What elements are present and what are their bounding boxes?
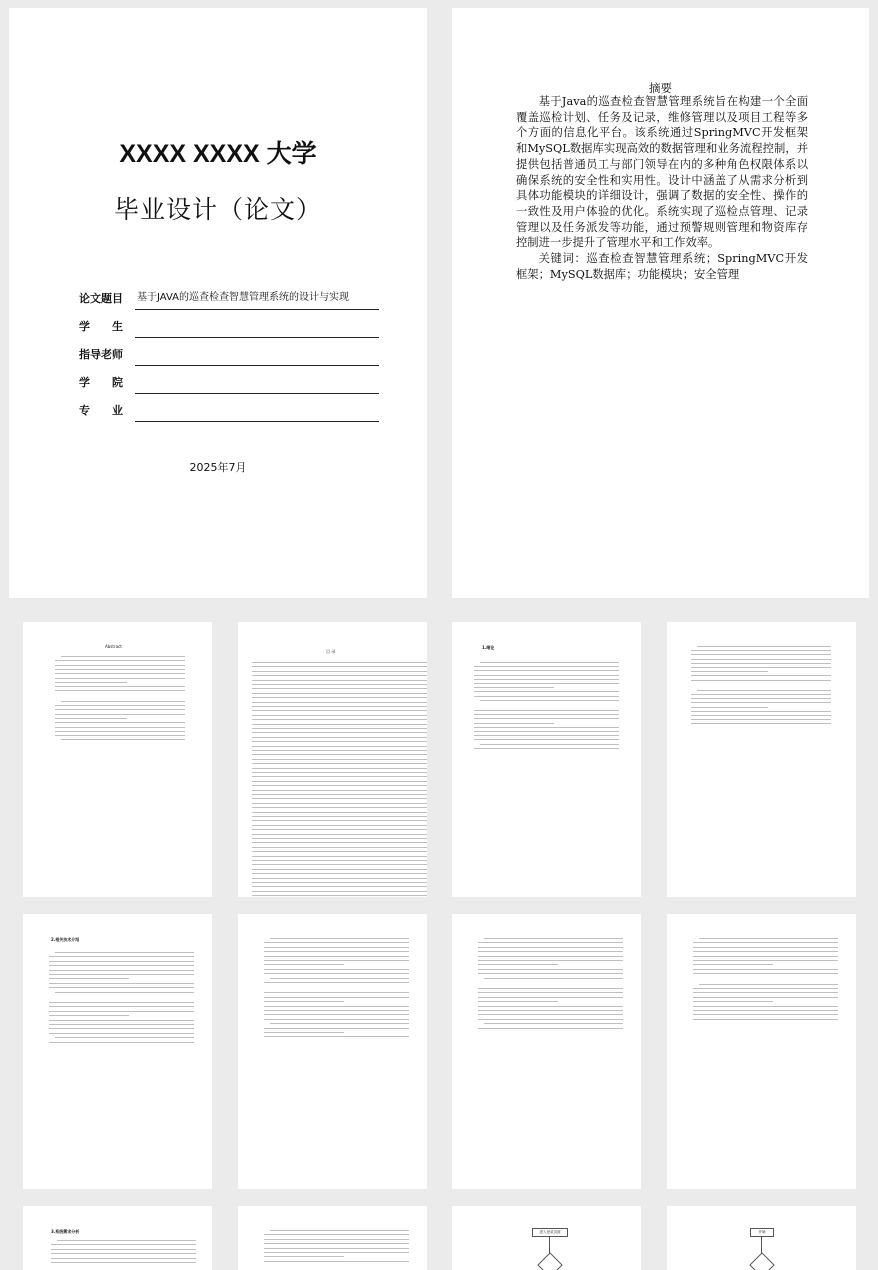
thumb-en-abstract-title: Abstract	[105, 644, 122, 649]
flow-start-box: 进入登录页面	[532, 1228, 568, 1237]
cover-info-row	[79, 338, 379, 366]
thumb-text-line	[49, 1015, 129, 1016]
thumb-text-line	[693, 947, 838, 948]
abstract-heading: 摘要	[649, 81, 672, 95]
thumb-text-line	[691, 654, 831, 655]
flow-start-box: 开始	[750, 1228, 774, 1237]
thumb-text-line	[252, 860, 427, 861]
thumb-text-line	[264, 973, 409, 974]
thumb-text-line	[264, 956, 409, 957]
thumb-text-line	[51, 1244, 196, 1245]
thumb-text-line	[55, 727, 185, 728]
thumb-text-line	[252, 680, 427, 681]
thumb-text-line	[252, 864, 427, 865]
thumb-text-line	[49, 1006, 194, 1007]
thumb-text-line	[49, 965, 194, 966]
thumb-text-line	[252, 803, 427, 804]
thumb-text-line	[252, 763, 427, 764]
thumb-text-line	[264, 1248, 409, 1249]
thumb-text-line	[474, 731, 619, 732]
thumb-text-line	[55, 669, 185, 670]
cover-page	[9, 8, 427, 598]
thumb-text-line	[693, 1014, 838, 1015]
university-name: XXXX XXXX 大学	[119, 140, 317, 168]
thumb-text-line	[264, 951, 409, 952]
thumb-text-line	[49, 1042, 194, 1043]
thumb-text-line	[484, 938, 623, 939]
thumb-text-line	[252, 666, 427, 667]
thumbnail-page-chapter1[interactable]	[452, 622, 641, 897]
thumb-text-line	[252, 750, 427, 751]
thumb-text-line	[480, 744, 619, 745]
thumb-text-line	[252, 688, 427, 689]
thumb-text-line	[252, 684, 427, 685]
thumb-text-line	[478, 1001, 558, 1002]
thumb-text-line	[270, 978, 409, 979]
thumb-ch2-title: 2.相关技术介绍	[51, 937, 80, 942]
thumb-text-line	[252, 728, 427, 729]
thumbnail-page-chapter2-cont2[interactable]	[452, 914, 641, 1189]
thumb-text-line	[252, 754, 427, 755]
thumb-text-line	[691, 694, 831, 695]
thumb-text-line	[51, 1262, 196, 1263]
thumb-ch3-title: 3.系统需求分析	[51, 1229, 80, 1234]
abstract-paragraph: 基于Java的巡查检查智慧管理系统旨在构建一个全面覆盖巡检计划、任务及记录，维修管理以及项目工程等多个方面的信息化平台。该系统通过SpringMVC开发框架和MySQL数据库实现高效的数据管理和业务流程控制，并提供包括普通员工与部门领导在内的多种角色权限体系以确保系统的安全性和实用性。设计中涵盖了从需求分析到具体功能模块的详细设计，强调了数据的安全性、操作的一致性及用户体验的优化。系统实现了巡检点管理、记录管理以及任务派发等功能，通过预警规则管理和物资库存控制进一步提升了管理水平和工作效率。	[516, 95, 808, 250]
thumb-text-line	[49, 1028, 194, 1029]
thumb-text-line	[252, 702, 427, 703]
thumb-text-line	[264, 1252, 409, 1253]
thumb-text-line	[55, 705, 185, 706]
thumb-text-line	[478, 1006, 623, 1007]
thumb-text-line	[55, 682, 127, 683]
thumb-text-line	[252, 746, 427, 747]
thumb-text-line	[49, 974, 194, 975]
thumb-text-line	[693, 969, 838, 970]
thumb-text-line	[61, 739, 185, 740]
thumb-text-line	[252, 706, 427, 707]
thumb-text-line	[691, 723, 831, 724]
thumb-text-line	[474, 683, 619, 684]
thumb-toc-title: 目 录	[326, 649, 336, 654]
thumb-text-line	[49, 961, 194, 962]
thumb-text-line	[252, 878, 427, 879]
thumb-text-line	[49, 1024, 194, 1025]
thumb-text-line	[252, 732, 427, 733]
thumb-text-line	[474, 739, 619, 740]
thumb-text-line	[693, 988, 838, 989]
thumb-text-line	[252, 785, 427, 786]
thumbnail-page-english-abstract[interactable]	[23, 622, 212, 897]
cover-info-table	[79, 282, 379, 422]
thumb-text-line	[697, 690, 831, 691]
thumb-text-line	[252, 812, 427, 813]
thumb-text-line	[49, 978, 129, 979]
thumb-text-line	[474, 710, 619, 711]
thumb-text-line	[478, 1019, 623, 1020]
thumb-text-line	[264, 960, 409, 961]
thumb-text-line	[252, 834, 427, 835]
thumb-text-line	[693, 973, 838, 974]
thumb-text-line	[693, 942, 838, 943]
thumb-text-line	[480, 700, 619, 701]
thumb-text-line	[478, 951, 623, 952]
thumb-text-line	[55, 660, 185, 661]
cover-field-label: 专业	[79, 404, 145, 417]
thumb-text-line	[252, 715, 427, 716]
thumb-text-line	[691, 719, 831, 720]
thumb-text-line	[252, 671, 427, 672]
thumb-text-line	[478, 1010, 623, 1011]
thumb-text-line	[252, 891, 427, 892]
thumbnail-page-flowchart-a[interactable]	[452, 1206, 641, 1270]
thumb-text-line	[55, 718, 127, 719]
thumb-text-line	[478, 947, 623, 948]
thumb-text-line	[55, 992, 194, 993]
thumb-ch1-title: 1.绪论	[482, 645, 495, 650]
thumb-text-line	[474, 714, 619, 715]
flow-decision	[537, 1252, 562, 1270]
thumb-text-line	[693, 1010, 838, 1011]
thumb-text-line	[264, 969, 409, 970]
thumbnail-page-chapter1-cont[interactable]	[667, 622, 856, 897]
thumb-text-line	[252, 851, 427, 852]
thumb-text-line	[252, 776, 427, 777]
thumb-text-line	[49, 1020, 194, 1021]
cover-date: 2025年7月	[189, 461, 247, 474]
thumb-text-line	[252, 886, 427, 887]
thumbnail-page-chapter3[interactable]	[23, 1206, 212, 1270]
thumb-text-line	[474, 675, 619, 676]
thumb-text-line	[55, 731, 185, 732]
thumb-text-line	[474, 670, 619, 671]
cover-field-value	[135, 345, 379, 366]
thumb-text-line	[55, 686, 185, 687]
thumb-text-line	[252, 781, 427, 782]
thumb-text-line	[478, 997, 623, 998]
thumb-text-line	[474, 666, 619, 667]
thumb-text-line	[57, 1240, 196, 1241]
thumb-text-line	[474, 723, 554, 724]
cover-field-label: 学院	[79, 376, 145, 389]
cover-info-row	[79, 394, 379, 422]
thumb-text-line	[691, 711, 831, 712]
thumb-text-line	[252, 847, 427, 848]
thumb-text-line	[691, 675, 831, 676]
thumb-text-line	[270, 938, 409, 939]
thumb-text-line	[264, 1019, 409, 1020]
thumb-text-line	[474, 718, 619, 719]
thumbnail-page-chapter2[interactable]	[23, 914, 212, 1189]
thumb-text-line	[693, 956, 838, 957]
thumb-text-line	[49, 983, 194, 984]
thumb-text-line	[252, 719, 427, 720]
thumb-text-line	[264, 1010, 409, 1011]
thumb-text-line	[55, 952, 194, 953]
cover-field-value	[135, 317, 379, 338]
thumb-text-line	[49, 1011, 194, 1012]
thumb-text-line	[691, 680, 831, 681]
thumb-text-line	[49, 1033, 194, 1034]
thumb-text-line	[270, 1230, 409, 1231]
abstract-body	[516, 94, 808, 282]
thumb-text-line	[252, 772, 427, 773]
thumb-text-line	[693, 960, 838, 961]
thumb-text-line	[699, 984, 838, 985]
thumb-text-line	[693, 964, 773, 965]
thumb-text-line	[474, 691, 619, 692]
thumb-text-line	[693, 1019, 838, 1020]
thumb-text-line	[264, 982, 409, 983]
thumb-text-line	[264, 1261, 409, 1262]
thumb-text-line	[252, 882, 427, 883]
thumb-text-line	[55, 673, 185, 674]
thumb-text-line	[252, 741, 427, 742]
thumbnail-page-chapter2-cont[interactable]	[238, 914, 427, 1189]
thumb-text-line	[252, 693, 427, 694]
thumb-text-line	[693, 951, 838, 952]
thumb-text-line	[474, 679, 619, 680]
thumb-text-line	[49, 987, 194, 988]
thumb-text-line	[478, 1014, 623, 1015]
thumb-text-line	[478, 973, 623, 974]
thumb-text-line	[252, 856, 427, 857]
thumb-text-line	[264, 1006, 409, 1007]
thumb-text-line	[691, 663, 831, 664]
thumb-text-line	[51, 1253, 196, 1254]
thumb-text-line	[252, 829, 427, 830]
abstract-keywords: 关键词：巡查检查智慧管理系统；SpringMVC开发框架；MySQL数据库；功能模块；安全管理	[516, 252, 808, 281]
thumb-text-line	[264, 1234, 409, 1235]
cover-field-label: 指导老师	[79, 348, 123, 361]
thumb-text-line	[252, 873, 427, 874]
thumb-text-line	[691, 707, 768, 708]
thumb-text-line	[252, 790, 427, 791]
thumb-text-line	[55, 665, 185, 666]
thumb-text-line	[252, 759, 427, 760]
cover-field-label: 论文题目	[79, 292, 123, 305]
thumb-text-line	[252, 662, 427, 663]
thumb-text-line	[252, 842, 427, 843]
thumb-text-line	[252, 816, 427, 817]
thumb-text-line	[49, 956, 194, 957]
thumb-text-line	[699, 938, 838, 939]
thumb-text-line	[264, 1014, 409, 1015]
cover-field-value	[135, 401, 379, 422]
thumbnail-page-flowchart-b[interactable]	[667, 1206, 856, 1270]
thumb-text-line	[691, 715, 831, 716]
thumb-text-line	[61, 701, 185, 702]
thumb-text-line	[252, 838, 427, 839]
thumb-text-line	[478, 956, 623, 957]
flow-decision	[749, 1252, 774, 1270]
thumb-text-line	[252, 807, 427, 808]
thumb-text-line	[252, 737, 427, 738]
thumb-text-line	[55, 709, 185, 710]
thumb-text-line	[474, 748, 619, 749]
thumb-text-line	[55, 678, 185, 679]
thumb-text-line	[264, 1036, 409, 1037]
thumb-text-line	[252, 798, 427, 799]
thumb-text-line	[252, 675, 427, 676]
document-type-title: 毕业设计（论文）	[113, 195, 322, 224]
thumbnail-page-toc[interactable]	[238, 622, 427, 897]
thumb-text-line	[474, 735, 619, 736]
thumb-text-line	[49, 970, 194, 971]
thumb-text-line	[51, 1249, 196, 1250]
thumb-text-line	[693, 1006, 838, 1007]
thumb-text-line	[484, 1023, 623, 1024]
thumb-text-line	[252, 697, 427, 698]
thumb-text-line	[693, 997, 838, 998]
cover-field-value	[135, 373, 379, 394]
thumb-text-line	[55, 722, 185, 723]
thumbnail-page-chapter3-cont[interactable]	[238, 1206, 427, 1270]
thumb-text-line	[693, 992, 838, 993]
thumb-text-line	[691, 671, 768, 672]
thumb-text-line	[252, 710, 427, 711]
thumb-text-line	[691, 702, 831, 703]
thumb-text-line	[252, 869, 427, 870]
thumb-text-line	[264, 1001, 344, 1002]
thumb-text-line	[252, 724, 427, 725]
thumb-text-line	[264, 1256, 344, 1257]
thumb-text-line	[252, 825, 427, 826]
thumb-text-line	[49, 1002, 194, 1003]
thumb-text-line	[697, 646, 831, 647]
thumb-text-line	[474, 727, 619, 728]
thumb-text-line	[478, 964, 558, 965]
thumb-text-line	[480, 662, 619, 663]
thumb-text-line	[691, 698, 831, 699]
thumb-text-line	[51, 1258, 196, 1259]
thumb-text-line	[264, 1243, 409, 1244]
thumb-text-line	[691, 667, 831, 668]
thumb-text-line	[55, 714, 185, 715]
thumb-text-line	[264, 1028, 409, 1029]
thumb-text-line	[478, 1028, 623, 1029]
thumb-text-line	[691, 650, 831, 651]
thumb-text-line	[55, 690, 185, 691]
thumb-text-line	[252, 768, 427, 769]
cover-field-label: 学生	[79, 320, 145, 333]
thumbnail-page-chapter2-cont3[interactable]	[667, 914, 856, 1189]
thumb-text-line	[474, 687, 554, 688]
abstract-page	[452, 8, 869, 598]
thumb-text-line	[474, 696, 619, 697]
thumb-text-line	[478, 960, 623, 961]
cover-info-row	[79, 366, 379, 394]
thumb-text-line	[691, 659, 831, 660]
thumb-text-line	[478, 942, 623, 943]
thumb-text-line	[252, 794, 427, 795]
cover-info-row	[79, 310, 379, 338]
thumb-text-line	[264, 947, 409, 948]
thumb-text-line	[478, 988, 623, 989]
thumb-text-line	[252, 820, 427, 821]
thumb-text-line	[61, 656, 185, 657]
thumb-text-line	[55, 735, 185, 736]
cover-info-row	[79, 282, 379, 310]
thumb-text-line	[264, 997, 409, 998]
thumb-text-line	[693, 1001, 773, 1002]
thumb-text-line	[478, 992, 623, 993]
thumb-text-line	[478, 969, 623, 970]
thumb-text-line	[270, 1023, 409, 1024]
thumb-text-line	[264, 942, 409, 943]
thumb-text-line	[264, 1032, 344, 1033]
thumb-text-line	[264, 1239, 409, 1240]
thumb-text-line	[484, 978, 623, 979]
thumb-text-line	[264, 964, 344, 965]
thumb-text-line	[55, 1037, 194, 1038]
thumb-text-line	[264, 992, 409, 993]
thumb-text-line	[252, 895, 427, 896]
cover-field-value: 基于JAVA的巡查检查智慧管理系统的设计与实现	[135, 289, 379, 310]
